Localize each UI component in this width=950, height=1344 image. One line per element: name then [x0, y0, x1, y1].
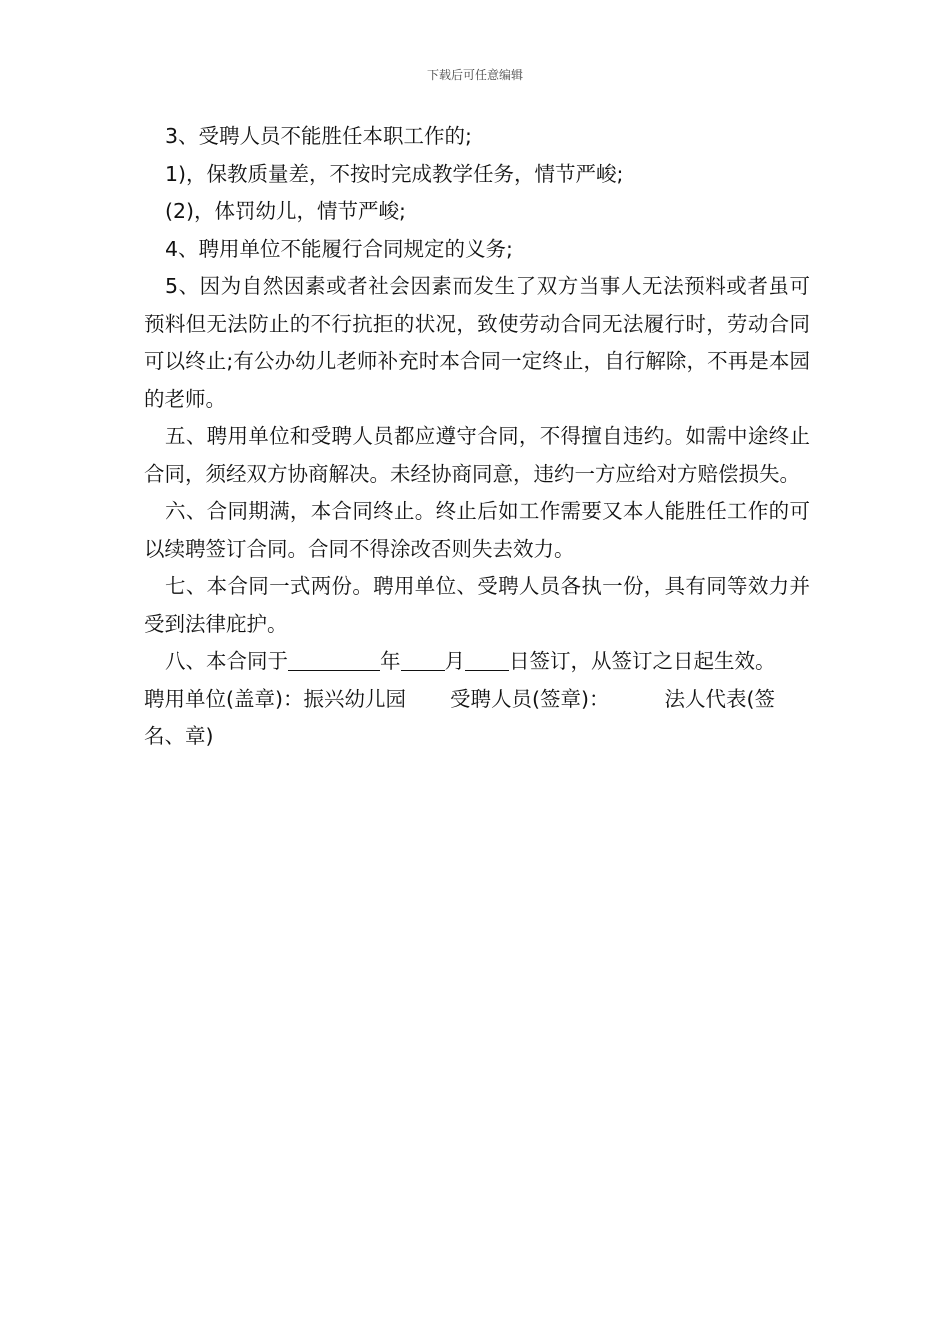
clause-4: 4、聘用单位不能履行合同规定的义务; [165, 236, 513, 261]
article-5: 五、聘用单位和受聘人员都应遵守合同，不得擅自违约。如需中途终止合同，须经双方协商解决。未经协商同意，违约一方应给对方赔偿损失。 [144, 424, 810, 486]
clause-5: 5、因为自然因素或者社会因素而发生了双方当事人无法预料或者虽可预料但无法防止的不行抗拒的状况，致使劳动合同无法履行时，劳动合同可以终止;有公办幼儿老师补充时本合同一定终止，自行解除，不再是本园的老师。 [144, 274, 810, 411]
contract-body [144, 118, 810, 756]
year-label: 年 [380, 649, 401, 673]
year-blank [288, 650, 380, 672]
employer-signature: 聘用单位(盖章)：振兴幼儿园 [144, 686, 406, 711]
clause-3-item-2: (2)，体罚幼儿，情节严峻; [165, 199, 406, 223]
employee-signature: 受聘人员(签章)： [450, 686, 610, 711]
signature-block [144, 681, 810, 756]
article-7: 七、本合同一式两份。聘用单位、受聘人员各执一份，具有同等效力并受到法律庇护。 [144, 574, 810, 636]
page-header-note: 下载后可任意编辑 [426, 68, 523, 82]
clause-3: 3、受聘人员不能胜任本职工作的; [165, 124, 472, 148]
day-blank [465, 650, 509, 672]
article-6: 六、合同期满，本合同终止。终止后如工作需要又本人能胜任工作的可以续聘签订合同。合同不得涂改否则失去效力。 [144, 499, 810, 561]
clause-3-item-1: 1)，保教质量差，不按时完成教学任务，情节严峻; [165, 161, 624, 186]
month-label: 月 [444, 649, 465, 673]
legal-rep-signature: 法人代表(签名、章) [144, 686, 775, 748]
signing-date-prefix: 八、本合同于 [165, 649, 288, 673]
day-label: 日签订，从签订之日起生效。 [509, 649, 776, 673]
article-8-signing-date [144, 643, 810, 681]
month-blank [401, 650, 445, 672]
